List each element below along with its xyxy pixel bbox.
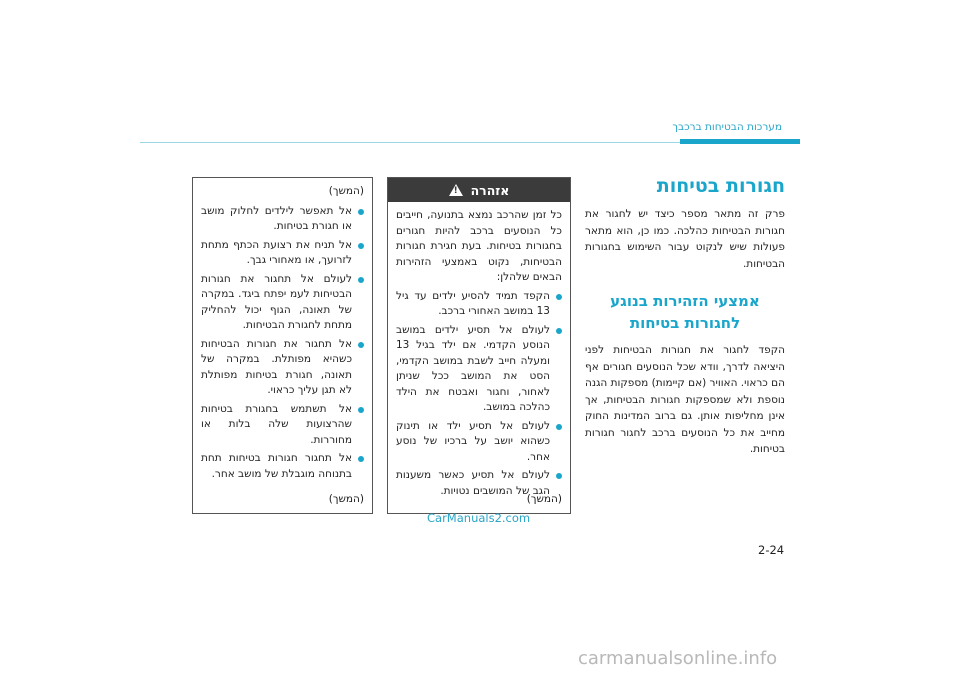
footer-watermark: carmanualsonline.info (578, 648, 778, 669)
body-paragraph: הקפד לחגור את חגורות הבטיחות לפני היציאה לדרך, וודא שכל הנוסעים חגורים אף הם כראוי. האוויר (אם קיימות) מספקות הגנה נוספת ולא שמספקות חגורות הבטיחות, אך אינן מחליפות אותן. גם ברוב המדינות החוק מחייב את כל הנוסעים ברכב לחגור חגורות בטיחות. (585, 344, 785, 455)
list-item: אל תחגור את חגורות הבטיחות כשהיא מפותלת. במקרה של תאונה, חגורת בטיחות מפותלת לא תגן עליך כראוי. (201, 337, 364, 399)
list-item: אל תשתמש בחגורת בטיחות שהרצועות שלה בלות או מחוררות. (201, 402, 364, 449)
section-header: מערכות הבטיחות ברכבך (672, 121, 782, 133)
header-accent-bar (680, 139, 800, 144)
continued-box (192, 177, 373, 514)
warning-triangle-icon: ! (449, 184, 463, 196)
right-column (585, 175, 785, 458)
continued-label: (המשך) (328, 185, 364, 197)
list-item: הקפד תמיד להסיע ילדים עד גיל 13 במושב האחורי ברכב. (396, 289, 562, 320)
list-item: לעולם אל תחגור את חגורות הבטיחות לעמ יפתח ביגד. במקרה של תאונה, הגוף יכול להחליק מתחת לחגורת הבטיחות. (201, 272, 364, 334)
watermark[interactable]: CarManuals2.com (427, 511, 531, 525)
list-item: אל תניח את רצועת הכתף מתחת לזרועך, או מאחורי גבך. (201, 238, 364, 269)
list-item: לעולם אל תסיע ילד או תינוק כשהוא יושב על ברכיו של נוסע אחר. (396, 419, 562, 466)
warning-body (388, 202, 570, 499)
list-item: לעולם אל תסיע ילדים במושב הנוסע הקדמי. אם ילד בגיל 13 ומעלה חייב לשבת במושב הקדמי, הסט את המושב ככל שניתן לאחור, וחגור ואבטח את הילד כהלכה במושב. (396, 323, 562, 416)
list-item: לעולם אל תסיע כאשר משענות הגב של המושבים נטויות. (396, 468, 562, 499)
page-number: 2-24 (758, 543, 785, 557)
continued-label: (המשך) (526, 493, 562, 505)
warning-box (387, 177, 571, 514)
list-item: אל תאפשר לילדים לחלוק מושב או חגורת בטיחות. (201, 204, 364, 235)
continued-body (193, 178, 372, 482)
warning-heading: אזהרה (470, 182, 510, 198)
page-title: חגורות בטיחות (656, 175, 785, 197)
list-item: אל תחגור חגורות בטיחות תחת בתנוחה מוגבלת של מושב אחר. (201, 451, 364, 482)
intro-paragraph: פרק זה מתאר מספר כיצד יש לחגור את חגורות הבטיחות כהלכה. כמו כן, הוא מתאר פעולות שיש לנקוט עבור השימוש בחגורות הבטיחות. (585, 208, 785, 270)
section-subtitle: אמצעי הזהירות בנוגע לחגורות בטיחות (610, 292, 760, 332)
warning-intro: כל זמן שהרכב נמצא בתנועה, חייבים כל הנוסעים ברכב להיות חגורים בחגורות בטיחות. בעת חגירת חגורות הבטיחות, נקוט באמצעי הזהירות הבאים שלהלן: (396, 209, 562, 283)
warning-header (388, 178, 570, 202)
continued-label: (המשך) (328, 493, 364, 505)
